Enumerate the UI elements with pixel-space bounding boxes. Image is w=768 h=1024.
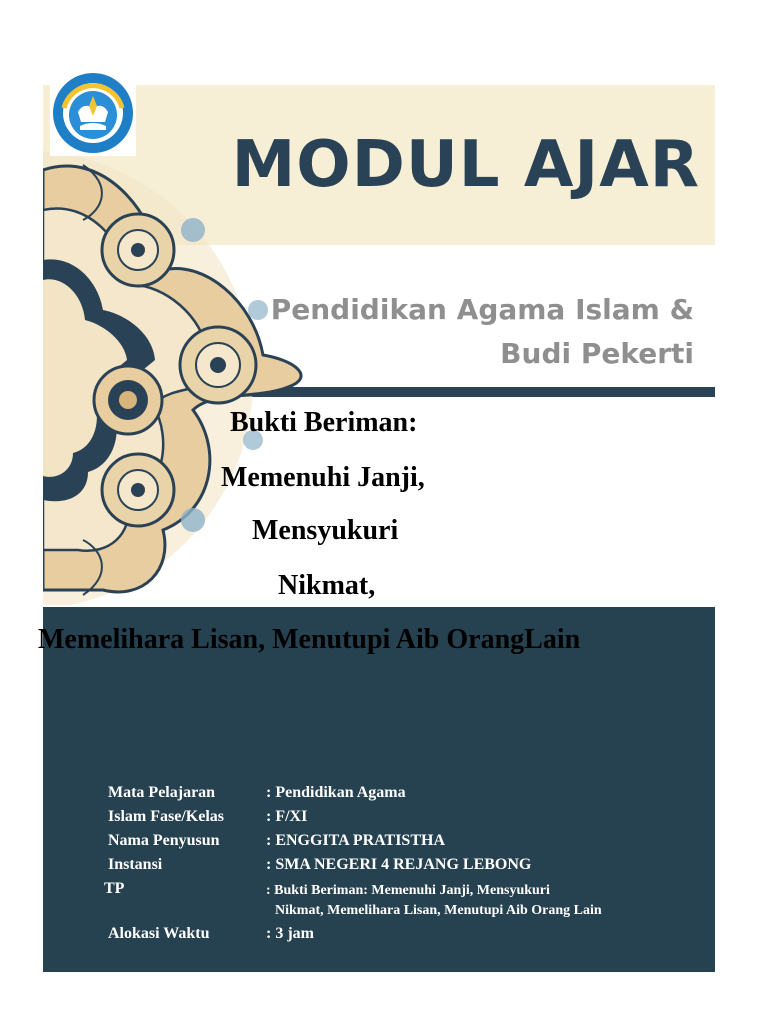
topic-line-2: Memenuhi Janji,: [221, 462, 425, 493]
info-value: [266, 881, 602, 921]
subject-line-1: Pendidikan Agama Islam &: [270, 293, 694, 326]
topic-line-5: Memelihara Lisan, Menutupi Aib OrangLain: [38, 624, 581, 655]
info-label: Nama Penyusun: [108, 832, 220, 849]
info-label: TP: [104, 880, 125, 897]
info-label: Islam Fase/Kelas: [108, 808, 224, 825]
tp-value-line-2: Nikmat, Memelihara Lisan, Menutupi Aib Orang Lain: [275, 903, 602, 918]
subject-line-2: Budi Pekerti: [500, 337, 694, 370]
subject-heading: [234, 288, 694, 376]
info-label: Instansi: [108, 856, 163, 873]
info-label: Mata Pelajaran: [108, 784, 216, 801]
topic-line-1: Bukti Beriman:: [230, 407, 418, 438]
tut-wuri-handayani-emblem-icon: [50, 70, 136, 156]
info-value: : F/XI: [266, 808, 308, 825]
tp-value-line-1: : Bukti Beriman: Memenuhi Janji, Mensyukuri: [266, 883, 550, 898]
info-label: Alokasi Waktu: [108, 925, 210, 942]
page-title: MODUL AJAR: [231, 128, 700, 202]
tut-wuri-handayani-logo: [50, 70, 136, 156]
info-value: : ENGGITA PRATISTHA: [266, 832, 445, 849]
topic-line-3: Mensyukuri: [252, 515, 399, 546]
topic-line-4: Nikmat,: [278, 570, 376, 601]
info-value: : 3 jam: [266, 925, 314, 942]
info-value: : SMA NEGERI 4 REJANG LEBONG: [266, 856, 532, 873]
info-value: : Pendidikan Agama: [266, 784, 406, 801]
